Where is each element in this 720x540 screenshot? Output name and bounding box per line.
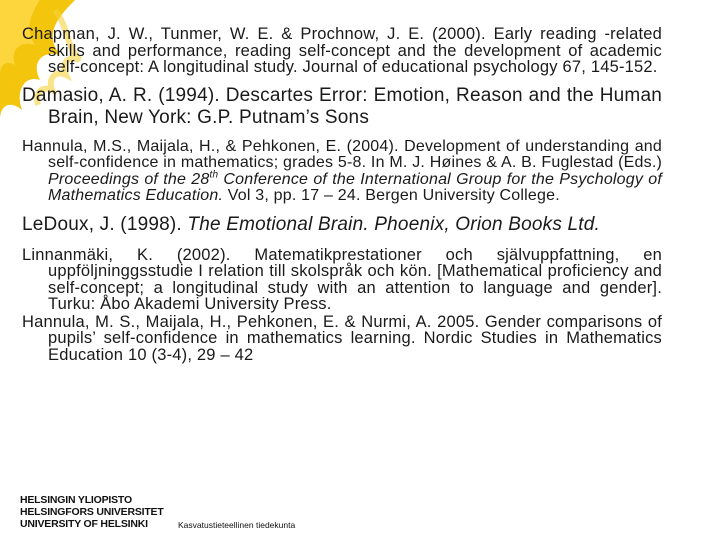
logo-line-sv: HELSINGFORS UNIVERSITET (20, 506, 164, 518)
university-logo (20, 494, 164, 530)
reference-list (22, 26, 662, 363)
reference-hannula-2004: Hannula, M.S., Maijala, H., & Pehkonen, E. (2004). Development of understanding and self-confidence in mathematics; grades 5-8. In M. J. Høines & A. B. Fuglestad (Eds.) Proceedings of the 28th Conference of the International Group for the Psychology of Mathematics Education. Vol 3, pp. 17 – 24. Bergen University College. (22, 137, 662, 204)
reference-linnanmaki: Linnanmäki, K. (2002). Matematikprestationer och självuppfattning, en uppföljninggsstudie I relation till skolspråk och kön. [Mathematical proficiency and self-concept; a longitudinal study with an attention to language and gender]. Turku: Åbo Akademi University Press. (22, 245, 662, 313)
reference-damasio: Damasio, A. R. (1994). Descartes Error: Emotion, Reason and the Human Brain, New York: G.P. Putnam’s Sons (22, 84, 662, 128)
faculty-name: Kasvatustieteellinen tiedekunta (178, 520, 296, 530)
reference-hannula-2005: Hannula, M. S., Maijala, H., Pehkonen, E. & Nurmi, A. 2005. Gender comparisons of pupils’ self-confidence in mathematics learning. Nordic Studies in Mathematics Education 10 (3-4), 29 – 42 (22, 312, 662, 364)
reference-chapman: Chapman, J. W., Tunmer, W. E. & Prochnow, J. E. (2000). Early reading -related skills and performance, reading self-concept and the development of academic self-concept: A longitudinal study. Journal of educational psychology 67, 145-152. (22, 25, 662, 76)
logo-line-fi: HELSINGIN YLIOPISTO (20, 494, 132, 506)
reference-ledoux: LeDoux, J. (1998). The Emotional Brain. Phoenix, Orion Books Ltd. (22, 213, 601, 235)
logo-line-en: UNIVERSITY OF HELSINKI (20, 518, 148, 530)
